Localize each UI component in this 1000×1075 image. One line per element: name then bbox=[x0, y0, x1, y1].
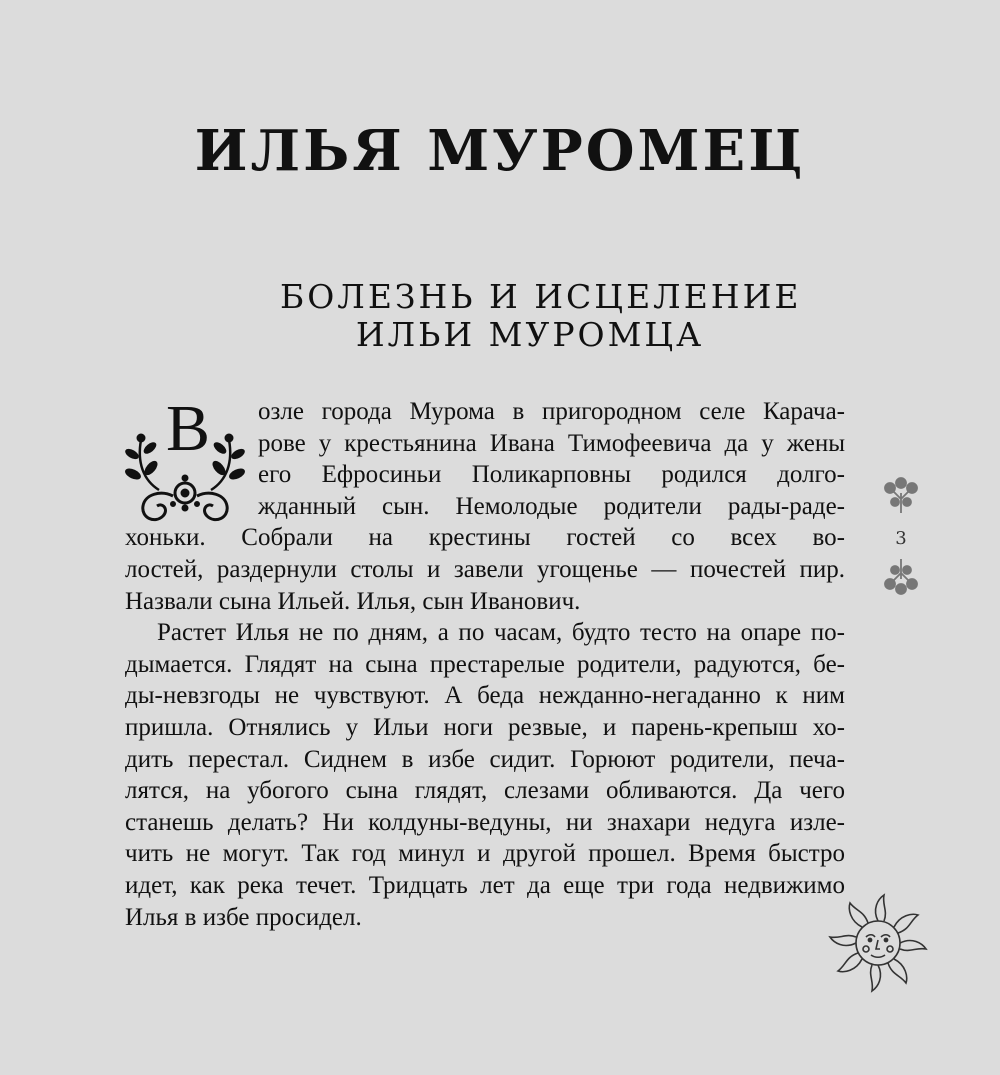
text-line: дымается. Глядят на сына престарелые родители, радуются, бе- bbox=[125, 650, 845, 678]
text-line: чить не могут. Так год минул и другой прошел. Время быстро bbox=[125, 840, 845, 868]
text-line: идет, как река течет. Тридцать лет да еще три года недвижимо bbox=[125, 871, 845, 899]
text-line: жданный сын. Немолодые родители рады-раде- bbox=[258, 492, 845, 520]
text-line: озле города Мурома в пригородном селе Карача- bbox=[258, 398, 845, 425]
text-line: Илья в избе просидел. bbox=[125, 903, 362, 931]
berry-sprig-icon bbox=[881, 557, 921, 597]
text-line: его Ефросиньи Поликарповны родился долго- bbox=[258, 461, 845, 489]
paragraph-1 bbox=[125, 392, 845, 617]
berry-sprig-icon bbox=[881, 475, 921, 515]
text-line: Назвали сына Ильей. Илья, сын Иванович. bbox=[125, 587, 581, 615]
section-title-line-2: ИЛЬИ МУРОМЦА bbox=[355, 315, 705, 354]
chapter-title: ИЛЬЯ МУРОМЕЦ bbox=[194, 118, 806, 184]
page-number: 3 bbox=[895, 528, 907, 549]
text-line: лостей, раздернули столы и завели угощенье — почестей пир. bbox=[125, 555, 845, 583]
drop-cap-letter: В bbox=[166, 392, 211, 465]
text-line: лятся, на убогого сына глядят, слезами обливаются. Да чего bbox=[125, 777, 845, 805]
body-text bbox=[125, 392, 845, 933]
sun-face-icon bbox=[828, 893, 928, 993]
text-line: хоньки. Собрали на крестины гостей со всех во- bbox=[125, 524, 845, 552]
page-marker bbox=[878, 475, 924, 602]
section-title bbox=[280, 277, 802, 354]
text-line: станешь делать? Ни колдуны-ведуны, ни знахари недуга изле- bbox=[125, 808, 845, 836]
text-line: рове у крестьянина Ивана Тимофеевича да у жены bbox=[258, 429, 845, 457]
section-title-line-1: БОЛЕЗНЬ И ИСЦЕЛЕНИЕ bbox=[280, 277, 802, 316]
text-line: ды-невзгоды не чувствуют. А беда нежданно-негаданно к ним bbox=[125, 682, 845, 710]
text-line: дить перестал. Сиднем в избе сидит. Горюют родители, печа- bbox=[125, 745, 845, 773]
text-line: Растет Илья не по дням, а по часам, будто тесто на опаре по- bbox=[157, 619, 845, 647]
sun-ornament bbox=[828, 893, 928, 998]
paragraph-2 bbox=[125, 617, 845, 933]
text-line: пришла. Отнялись у Ильи ноги резвые, и парень-крепыш хо- bbox=[125, 713, 845, 741]
